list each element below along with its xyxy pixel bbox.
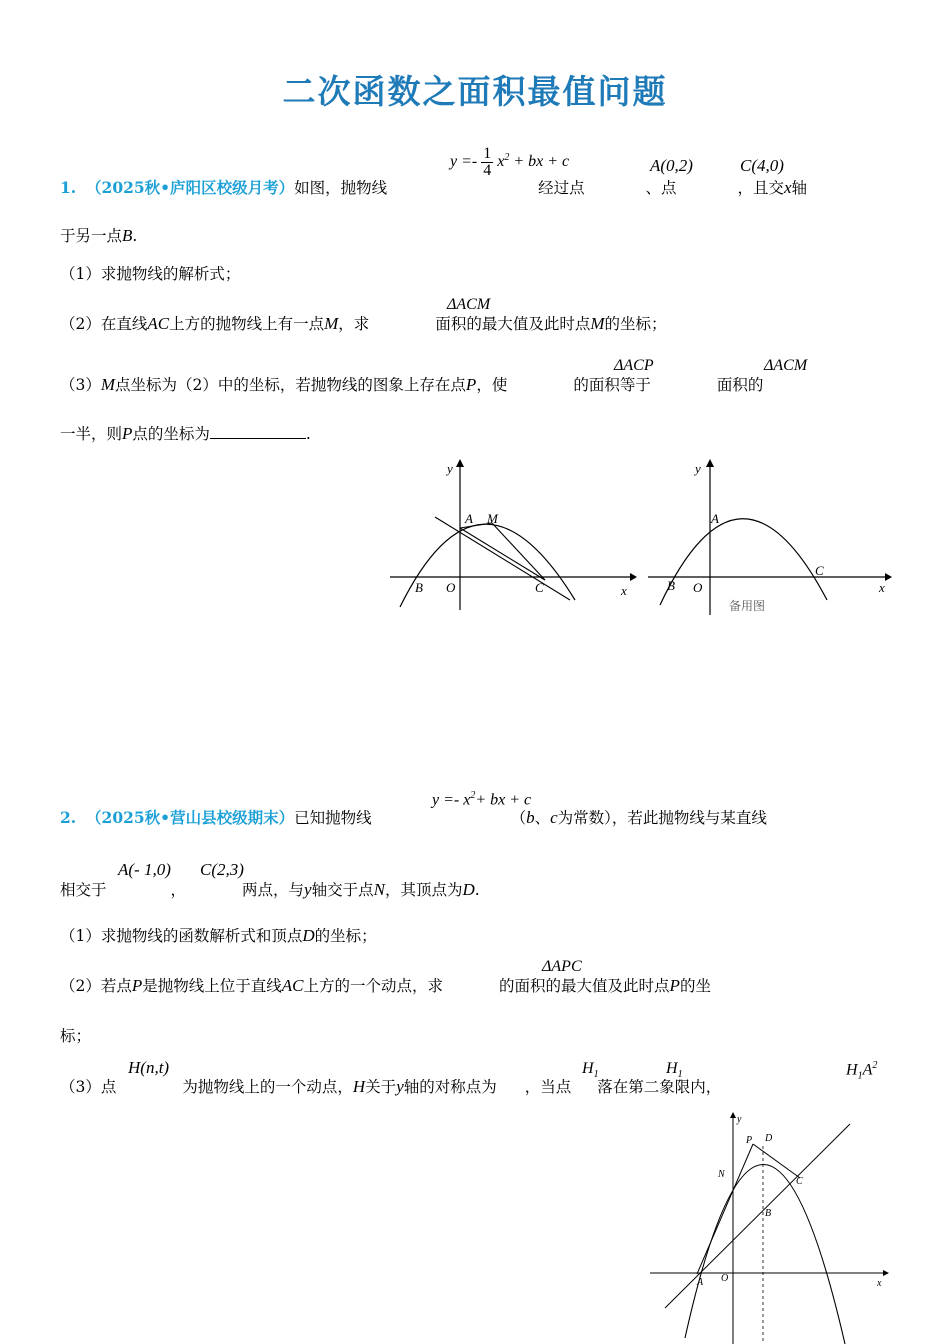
fig3-c-label: C — [796, 1176, 803, 1187]
fig3-a-label: A — [697, 1277, 704, 1288]
q2-stem-2: 相交于 ， 两点，与y轴交于点N，其顶点为D. — [60, 880, 480, 899]
fig3-y-label: y — [737, 1114, 742, 1125]
q2-point-h: H(n,t) — [128, 1058, 170, 1077]
q1-stem-2: 于另一点B. — [60, 226, 138, 245]
fig3-x-label: x — [877, 1278, 882, 1289]
q1-point-c: C(4,0) — [740, 156, 784, 175]
fig3-o-label: O — [721, 1273, 729, 1284]
q2-part3: （3）点 为抛物线上的一个动点，H关于y轴的对称点为 ，当点 落在第二象限内， — [60, 1077, 722, 1096]
q2-point-c: C(2,3) — [200, 860, 244, 879]
q2-stem: 2. （2025秋•营山县校级期末）已知抛物线 （b、c为常数），若此抛物线与某直线 — [60, 808, 767, 827]
fig3-p-label: P — [746, 1135, 753, 1146]
fig1-b-label: B — [415, 580, 423, 595]
q2-h1-b: $H_1$ — [666, 1060, 683, 1081]
fig3-b-label: B — [765, 1208, 772, 1219]
answer-blank[interactable] — [210, 424, 306, 439]
q2-part2-cont: 标； — [60, 1027, 92, 1045]
fig1-o-label: O — [446, 580, 456, 595]
fig2-b-label: B — [667, 578, 675, 593]
q2-figure — [645, 1108, 890, 1344]
q1-point-a: A(0,2) — [650, 156, 693, 175]
q1-tri-acm-2: ΔACM — [764, 357, 808, 374]
q2-part2: （2）若点P是抛物线上位于直线AC上方的一个动点，求 的面积的最大值及此时点P的坐 — [60, 976, 711, 995]
q1-tri-acm: ΔACM — [447, 296, 491, 313]
fig1-y-label: y — [447, 461, 453, 476]
q2-part1: （1）求抛物线的函数解析式和顶点D的坐标； — [60, 926, 377, 945]
fig1-m-label: M — [487, 511, 498, 526]
fig2-a-label: A — [711, 511, 719, 526]
fig1-c-label: C — [535, 580, 544, 595]
fig2-y-label: y — [695, 461, 701, 476]
page-title: 二次函数之面积最值问题 — [282, 72, 668, 111]
q2-tri-apc: ΔAPC — [542, 958, 582, 975]
q1-figure — [385, 455, 640, 615]
fig1-x-label: x — [621, 583, 627, 598]
q1-part2: （2）在直线AC上方的抛物线上有一点M，求 面积的最大值及此时点M的坐标； — [60, 314, 667, 333]
q1-part1: （1）求抛物线的解析式； — [60, 265, 241, 283]
fig3-d-label: D — [765, 1133, 773, 1144]
q1-figure-spare — [645, 455, 895, 620]
q2-h1-a: $H_1$ — [582, 1060, 599, 1081]
fig2-x-label: x — [879, 580, 885, 595]
q2-h1a-sq: $H_1A^2$ — [846, 1060, 878, 1082]
q2-equation: $y =- x^2+$ bx + c — [432, 790, 532, 809]
q2-point-a: A(- 1,0) — [118, 860, 171, 879]
fig2-caption: 备用图 — [729, 599, 766, 613]
q1-tri-acp: ΔACP — [614, 357, 654, 374]
q1-part3-cont: 一半，则P点的坐标为 . — [60, 424, 311, 443]
q1-stem: 1. （2025秋•庐阳区校级月考）如图，抛物线 经过点 、点 ，且交x轴 — [60, 178, 808, 197]
fig1-a-label: A — [465, 511, 473, 526]
q1-equation: y =- $\frac{1}{4}$ $x^2$ + bx + c — [450, 145, 570, 179]
q1-part3: （3）M点坐标为（2）中的坐标，若抛物线的图象上存在点P，使 的面积等于 面积的 — [60, 375, 764, 394]
fig3-n-label: N — [718, 1169, 725, 1180]
fig2-c-label: C — [815, 563, 824, 578]
fig2-o-label: O — [693, 580, 703, 595]
